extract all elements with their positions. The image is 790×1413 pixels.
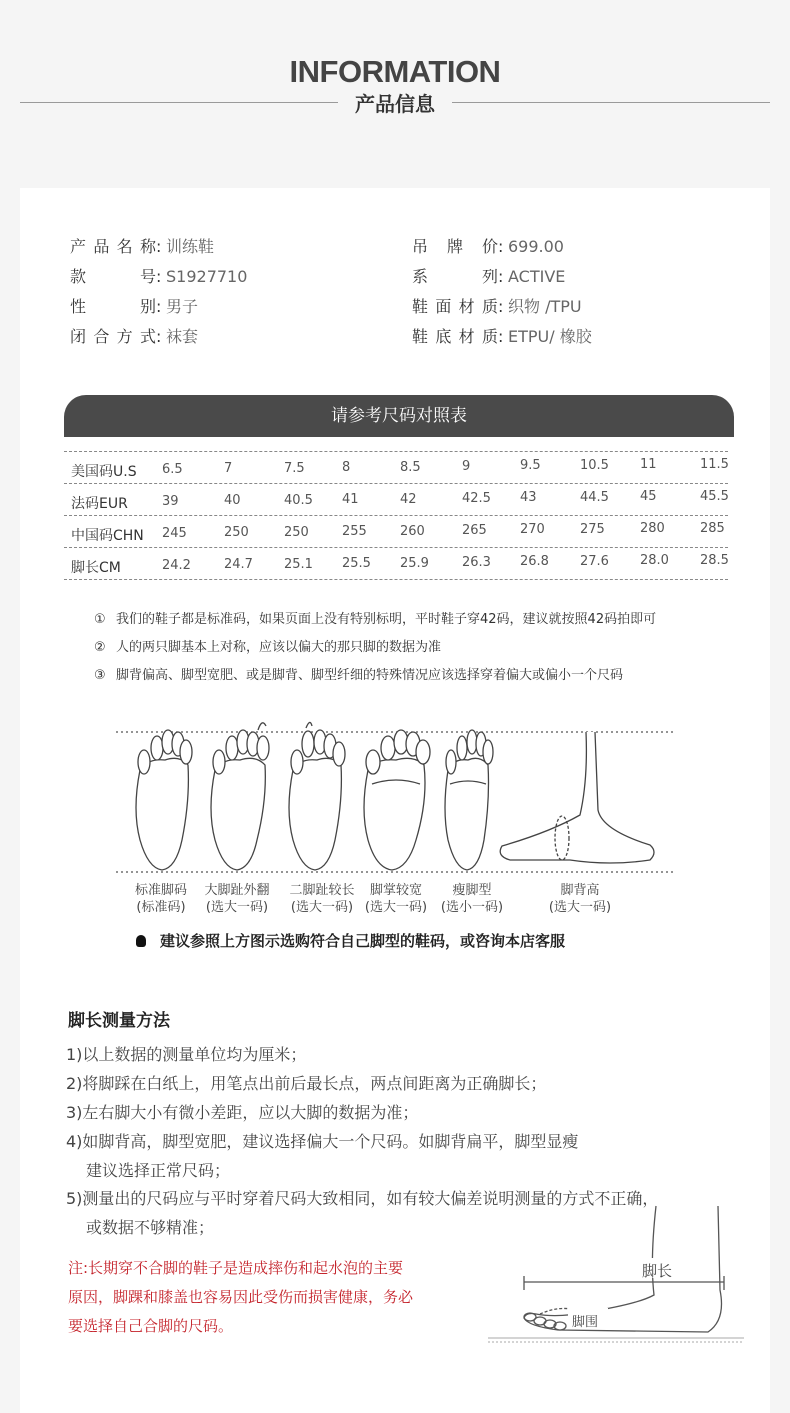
size-table-cell: 11 <box>640 457 657 473</box>
size-table-cell: 40.5 <box>284 492 313 508</box>
size-table-cell: 265 <box>462 523 487 538</box>
product-info-left <box>70 236 247 356</box>
size-table-cell: 25.1 <box>284 556 313 572</box>
measure-item: 1)以上数据的测量单位均为厘米； <box>66 1045 307 1064</box>
info-row: 款 号: S1927710 <box>70 267 248 286</box>
info-value: ETPU/ 橡胶 <box>508 327 592 346</box>
size-table-cell: 260 <box>400 523 425 539</box>
measure-item: 4)如脚背高，脚型宽肥，建议选择偏大一个尺码。如脚背扁平，脚型显瘦 <box>66 1132 579 1151</box>
info-value: ACTIVE <box>508 267 566 286</box>
info-label: 鞋面材质 <box>412 297 498 316</box>
foot-standard-icon <box>136 730 192 870</box>
foot-long-second-toe-icon <box>289 722 345 870</box>
note-item <box>94 664 623 683</box>
info-value: 袜套 <box>166 327 199 346</box>
foot-girth-label: 脚围 <box>572 1315 599 1330</box>
measure-item: 3)左右脚大小有微小差距，应以大脚的数据为准； <box>66 1103 419 1122</box>
size-table-cell: 45 <box>640 489 657 505</box>
size-table-cell: 42.5 <box>462 491 491 506</box>
note-number: ② <box>94 640 106 655</box>
foot-type-advice: (选大一码) <box>548 900 612 915</box>
size-table-cell: 42 <box>400 491 417 507</box>
foot-wide-icon <box>364 730 430 870</box>
foot-type-name: 瘦脚型 <box>452 883 492 898</box>
size-table-cell: 8.5 <box>400 459 421 475</box>
info-row: 吊 牌 价: 699.00 <box>412 237 564 256</box>
foot-type-advice: (选大一码) <box>290 900 354 915</box>
info-value: 699.00 <box>508 237 564 256</box>
size-table-cell: 245 <box>162 526 187 541</box>
info-value: 织物 /TPU <box>508 297 582 316</box>
foot-type-name: 脚掌较宽 <box>369 883 422 898</box>
measure-item: 2)将脚踩在白纸上，用笔点出前后最长点，两点间距离为正确脚长； <box>66 1074 547 1093</box>
size-table-cell: 39 <box>162 494 179 509</box>
info-row: 性 别: 男子 <box>70 297 199 316</box>
size-table-cell: 7.5 <box>284 460 305 476</box>
foot-type-name: 二脚趾较长 <box>289 883 355 898</box>
size-table-row-label: 法码EUR <box>71 496 128 512</box>
note-item <box>94 608 656 627</box>
tip-text: 建议参照上方图示选购符合自己脚型的鞋码，或咨询本店客服 <box>160 932 566 950</box>
tip-line <box>136 930 565 951</box>
size-table-row-label: 脚长CM <box>71 560 121 576</box>
note-number: ① <box>94 612 106 627</box>
measure-item: 或数据不够精准； <box>86 1218 215 1237</box>
foot-type-name: 大脚趾外翻 <box>204 883 270 898</box>
size-table-cell: 250 <box>284 524 309 540</box>
info-label: 款 号 <box>70 267 156 286</box>
info-label: 性 别 <box>70 297 156 316</box>
info-row: 闭合方式: 袜套 <box>70 327 199 346</box>
note-text: 脚背偏高、脚型宽肥、或是脚背、脚型纤细的特殊情况应该选择穿着偏大或偏小一个尺码 <box>116 668 624 683</box>
foot-type-label <box>192 882 282 916</box>
info-label: 产品名称 <box>70 237 156 256</box>
size-table-cell: 255 <box>342 524 367 540</box>
foot-type-name: 脚背高 <box>560 883 600 898</box>
info-row: 鞋面材质: 织物 /TPU <box>412 297 582 316</box>
size-table-title: 请参考尺码对照表 <box>64 395 734 437</box>
size-table-cell: 285 <box>700 520 725 536</box>
info-label: 吊 牌 价 <box>412 237 498 256</box>
foot-bunion-icon <box>211 723 269 870</box>
size-table-cell: 250 <box>224 525 249 541</box>
measure-item: 5)测量出的尺码应与平时穿着尺码大致相同，如有较大偏差说明测量的方式不正确， <box>66 1189 659 1208</box>
size-table-row <box>64 516 728 548</box>
size-table-cell: 280 <box>640 521 665 537</box>
size-table-cell: 270 <box>520 522 545 538</box>
size-table-cell: 26.8 <box>520 554 549 570</box>
foot-type-advice: (选大一码) <box>364 900 428 915</box>
note-text: 我们的鞋子都是标准码，如果页面上没有特别标明，平时鞋子穿42码，建议就按照42码拍即可 <box>116 612 657 627</box>
size-table-row <box>64 484 728 516</box>
size-table-cell: 44.5 <box>580 489 609 505</box>
foot-length-label: 脚长 <box>642 1262 673 1280</box>
note-item <box>94 636 441 655</box>
size-table-cell: 11.5 <box>700 456 729 472</box>
foot-slim-icon <box>445 730 493 870</box>
foot-type-illustration <box>110 720 680 885</box>
size-table-cell: 275 <box>580 521 605 537</box>
info-value: 训练鞋 <box>166 237 215 256</box>
size-table-cell: 24.2 <box>162 558 191 573</box>
size-table-cell: 9.5 <box>520 458 541 474</box>
size-table-cell: 45.5 <box>700 488 729 504</box>
size-table-cell: 7 <box>224 461 233 477</box>
foot-high-instep-icon <box>500 732 654 863</box>
header-subtitle: 产品信息 <box>355 92 435 116</box>
product-info-right <box>412 236 592 356</box>
size-table-row <box>64 548 728 580</box>
size-table-cell: 26.3 <box>462 555 491 570</box>
size-table-cell: 41 <box>342 492 359 508</box>
info-row: 产品名称: 训练鞋 <box>70 237 215 256</box>
foot-type-advice: (选大一码) <box>205 900 269 915</box>
note-text: 人的两只脚基本上对称，应该以偏大的那只脚的数据为准 <box>116 640 442 655</box>
size-table-cell: 9 <box>462 459 471 474</box>
info-value: S1927710 <box>166 267 248 286</box>
info-row: 系 列: ACTIVE <box>412 267 566 286</box>
size-table-row-label: 中国码CHN <box>71 528 144 544</box>
foot-type-name: 标准脚码 <box>134 883 187 898</box>
size-table-row-label: 美国码U.S <box>71 464 137 480</box>
size-table-cell: 43 <box>520 490 537 506</box>
size-table-cell: 25.5 <box>342 556 371 572</box>
size-table-cell: 27.6 <box>580 553 609 569</box>
info-label: 闭合方式 <box>70 327 156 346</box>
size-table-row <box>64 452 728 484</box>
size-table-cell: 6.5 <box>162 462 183 477</box>
foot-measure-diagram <box>488 1200 748 1350</box>
measure-item: 建议选择正常尺码； <box>86 1161 231 1180</box>
lightbulb-icon <box>136 935 146 947</box>
warning-line: 原因，脚踝和膝盖也容易因此受伤而损害健康，务必 <box>68 1288 414 1306</box>
header-title: INFORMATION <box>289 54 501 89</box>
info-value: 男子 <box>166 297 199 316</box>
foot-type-label <box>427 882 517 916</box>
size-table-cell: 8 <box>342 460 351 476</box>
warning-line: 注:长期穿不合脚的鞋子是造成摔伤和起水泡的主要 <box>68 1259 404 1277</box>
foot-type-label <box>535 882 625 916</box>
foot-type-advice: (标准码) <box>136 900 186 915</box>
measure-title: 脚长测量方法 <box>68 1011 170 1031</box>
info-label: 鞋底材质 <box>412 327 498 346</box>
info-label: 系 列 <box>412 267 498 286</box>
foot-type-advice: (选小一码) <box>440 900 504 915</box>
size-table-cell: 28.0 <box>640 553 669 569</box>
warning-line: 要选择自己合脚的尺码。 <box>68 1317 234 1335</box>
note-number: ③ <box>94 668 106 683</box>
size-table-cell: 24.7 <box>224 557 253 573</box>
size-table-cell: 10.5 <box>580 457 609 473</box>
size-table-cell: 28.5 <box>700 552 729 568</box>
info-row: 鞋底材质: ETPU/ 橡胶 <box>412 327 592 346</box>
size-table-cell: 40 <box>224 493 241 509</box>
size-table-cell: 25.9 <box>400 555 429 571</box>
warning-note <box>68 1254 413 1341</box>
